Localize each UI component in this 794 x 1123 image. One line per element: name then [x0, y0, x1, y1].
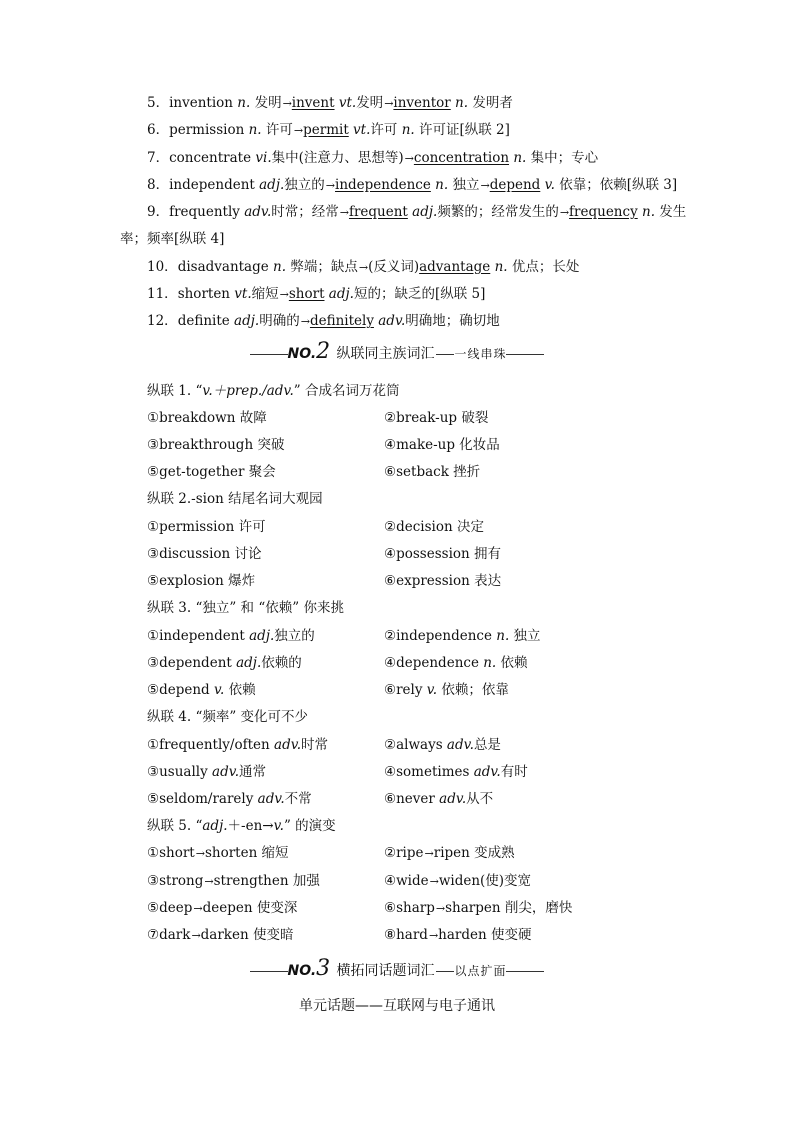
group-3-heading: 纵联 3. “独立” 和 “依赖” 你来挑	[147, 600, 344, 616]
list-item: ④wide→widen(使)变宽	[384, 873, 532, 889]
arrow-icon: →	[429, 875, 438, 888]
vocab-line-5: 5．invention n. 发明→invent vt.发明→inventor n. 发明者	[147, 95, 513, 111]
vocab-line-8: 8．independent adj.独立的→independence n. 独立→depend v. 依靠；依赖[纵联 3]	[147, 177, 678, 193]
list-item: ④sometimes adv.有时	[384, 764, 528, 780]
list-item: ③dependent adj.依赖的	[147, 655, 302, 671]
list-item: ⑤get-together 聚会	[147, 464, 276, 480]
list-item: ③discussion 讨论	[147, 546, 262, 562]
vocab-line-9: 9．frequently adv.时常；经常→frequent adj.频繁的；经常发生的→frequency n. 发生	[147, 204, 687, 220]
arrow-icon: →	[195, 847, 204, 860]
vocab-line-11: 11．shorten vt.缩短→short adj.短的；缺乏的[纵联 5]	[147, 286, 486, 302]
list-item: ⑥sharp→sharpen 削尖，磨快	[384, 900, 573, 916]
group-5-heading: 纵联 5. “adj.＋-en→v.” 的演变	[147, 818, 336, 834]
arrow-icon: →	[424, 847, 433, 860]
list-item: ④dependence n. 依赖	[384, 655, 528, 671]
list-item: ⑧hard→harden 使变硬	[384, 927, 532, 943]
list-item: ④make-up 化妆品	[384, 437, 500, 453]
list-item: ⑥expression 表达	[384, 573, 502, 589]
banner-rule-right	[506, 354, 544, 355]
list-item: ①breakdown 故障	[147, 410, 267, 426]
arrow-icon: →	[191, 929, 200, 942]
arrow-icon: →	[339, 206, 348, 219]
arrow-icon: →	[404, 152, 413, 165]
arrow-icon: →	[204, 875, 213, 888]
list-item: ⑤depend v. 依赖	[147, 682, 256, 698]
list-item: ②break-up 破裂	[384, 410, 489, 426]
section-banner-2: NO.2 纵联同主族词汇 一线串珠	[0, 341, 794, 363]
list-item: ⑥never adv.从不	[384, 791, 494, 807]
unit-topic-heading: 单元话题——互联网与电子通讯	[299, 998, 495, 1014]
list-item: ②ripe→ripen 变成熟	[384, 845, 515, 861]
vocab-line-9-cont: 率；频率[纵联 4]	[120, 231, 225, 247]
arrow-icon: →	[480, 179, 489, 192]
list-item: ①frequently/often adv.时常	[147, 737, 329, 753]
arrow-icon: →	[193, 902, 202, 915]
arrow-icon: →	[358, 261, 368, 274]
arrow-icon: →	[559, 206, 569, 219]
list-item: ⑥setback 挫折	[384, 464, 481, 480]
arrow-icon: →	[435, 902, 445, 915]
list-item: ④possession 拥有	[384, 546, 502, 562]
banner-rule-left	[250, 971, 288, 972]
arrow-icon: →	[282, 97, 291, 110]
vocab-line-7: 7．concentrate vi.集中(注意力、思想等)→concentration n. 集中；专心	[147, 150, 599, 166]
group-1-heading: 纵联 1. “v.＋prep./adv.” 合成名词万花筒	[147, 383, 400, 399]
list-item: ②decision 决定	[384, 519, 484, 535]
list-item: ①short→shorten 缩短	[147, 845, 289, 861]
banner-rule-left	[250, 354, 288, 355]
list-item: ③usually adv.通常	[147, 764, 267, 780]
list-item: ⑦dark→darken 使变暗	[147, 927, 294, 943]
arrow-icon: →	[279, 288, 288, 301]
list-item: ①permission 许可	[147, 519, 266, 535]
banner-rule-mid	[436, 971, 454, 972]
list-item: ②always adv.总是	[384, 737, 501, 753]
arrow-icon: →	[325, 179, 335, 192]
vocab-line-10: 10．disadvantage n. 弊端；缺点→(反义词)advantage n. 优点；长处	[147, 259, 580, 275]
vocab-line-12: 12．definite adj.明确的→definitely adv.明确地；确切地	[147, 313, 500, 329]
vocab-line-6: 6．permission n. 许可→permit vt.许可 n. 许可证[纵联 2]	[147, 122, 510, 138]
list-item: ③strong→strengthen 加强	[147, 873, 320, 889]
arrow-icon: →	[300, 315, 309, 328]
group-2-heading: 纵联 2.-sion 结尾名词大观园	[147, 491, 323, 507]
list-item: ⑤deep→deepen 使变深	[147, 900, 298, 916]
list-item: ⑥rely v. 依赖；依靠	[384, 682, 509, 698]
group-4-heading: 纵联 4. “频率” 变化可不少	[147, 709, 309, 725]
list-item: ⑤explosion 爆炸	[147, 573, 256, 589]
list-item: ②independence n. 独立	[384, 628, 541, 644]
arrow-icon: →	[384, 97, 393, 110]
list-item: ①independent adj.独立的	[147, 628, 315, 644]
arrow-icon: →	[293, 124, 303, 137]
banner-rule-mid	[436, 354, 454, 355]
arrow-icon: →	[428, 929, 438, 942]
section-banner-3: NO.3 横拓同话题词汇 以点扩面	[0, 958, 794, 980]
list-item: ③breakthrough 突破	[147, 437, 285, 453]
list-item: ⑤seldom/rarely adv.不常	[147, 791, 312, 807]
banner-rule-right	[506, 971, 544, 972]
